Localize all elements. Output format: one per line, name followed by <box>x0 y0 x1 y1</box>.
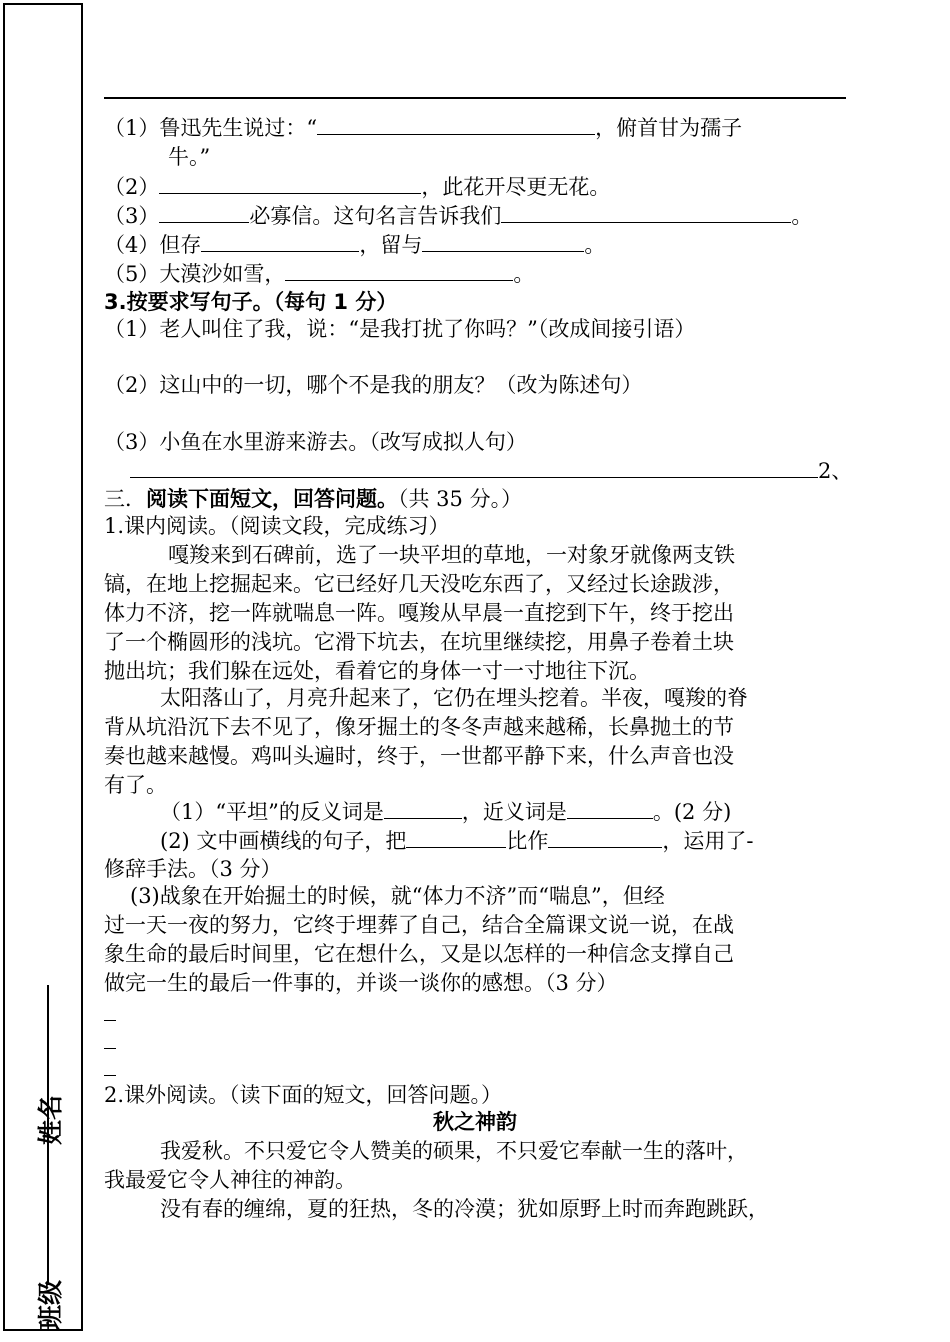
answer-blank[interactable] <box>130 457 818 478</box>
sentence-1: （1）老人叫住了我，说：“是我打扰了你吗？”（改成间接引语） <box>104 317 696 341</box>
fill-q1 <box>104 113 742 143</box>
fill-q4-text-b: ，留与 <box>359 233 423 257</box>
question-3-line: 象生命的最后时间里，它在想什么，又是以怎样的一种信念支撑自己 <box>104 942 734 966</box>
fill-q5 <box>104 259 534 289</box>
passage-line: 嘎羧来到石碑前，选了一块平坦的草地，一对象牙就像两支铁 <box>168 543 735 567</box>
passage-line: 镐，在地上挖掘起来。它已经好几天没吃东西了，又经过长途跋涉， <box>104 572 734 596</box>
sentences-heading: 3.按要求写句子。（每句 1 分） <box>104 290 398 314</box>
passage-line: 我最爱它令人神往的神韵。 <box>104 1168 356 1192</box>
name-blank <box>47 985 49 1090</box>
question-1-text-a: （1）“平坦”的反义词是 <box>160 800 384 824</box>
answer-dash[interactable] <box>104 1075 116 1076</box>
answer-blank[interactable] <box>159 202 249 223</box>
passage-line: 抛出坑；我们躲在远处，看着它的身体一寸一寸地往下沉。 <box>104 659 650 683</box>
question-2-text-c: ，运用了- <box>662 829 754 853</box>
fill-q2 <box>104 172 610 202</box>
passage-title: 秋之神韵 <box>433 1110 517 1134</box>
fill-q2-text-b: ，此花开尽更无花。 <box>421 175 611 199</box>
fill-q5-text-b: 。 <box>513 262 535 286</box>
fill-q4-text-a: （4）但存 <box>104 233 202 257</box>
answer-blank[interactable] <box>567 798 653 819</box>
passage-line: 背从坑沿沉下去不见了，像牙掘土的冬冬声越来越稀，长鼻抛土的节 <box>104 715 734 739</box>
fill-q3-text-c: 。 <box>791 204 813 228</box>
class-label: 班级 <box>36 1279 65 1330</box>
passage-line: 我爱秋。不只爱它令人赞美的硕果，不只爱它奉献一生的落叶， <box>160 1139 748 1163</box>
fill-q2-text-a: （2） <box>104 175 160 199</box>
part-2-heading: 2.课外阅读。（读下面的短文，回答问题。） <box>104 1083 503 1107</box>
sentence-3-answer-line <box>130 456 852 486</box>
name-label: 姓名 <box>36 1094 65 1145</box>
fill-q1-text-a: （1）鲁迅先生说过：“ <box>104 116 318 140</box>
question-2-cont: 修辞手法。（3 分） <box>104 857 282 881</box>
fill-q3 <box>104 201 812 231</box>
answer-dash[interactable] <box>104 1020 116 1021</box>
question-2 <box>160 826 754 856</box>
section-number: 三． <box>104 487 146 511</box>
sentence-3: （3）小鱼在水里游来游去。（改写成拟人句） <box>104 430 527 454</box>
sentence-3-tail: 2、 <box>818 459 853 483</box>
answer-blank[interactable] <box>159 173 421 194</box>
passage-line: 奏也越来越慢。鸡叫头遍时，终于，一世都平静下来，什么声音也没 <box>104 744 734 768</box>
header-rule <box>104 97 846 99</box>
fill-q5-text-a: （5）大漠沙如雪， <box>104 262 286 286</box>
answer-blank[interactable] <box>384 798 462 819</box>
answer-blank[interactable] <box>422 231 584 252</box>
answer-blank[interactable] <box>285 260 513 281</box>
question-2-text-b: 比作 <box>506 829 549 853</box>
question-1-text-c: 。(2 分) <box>652 800 732 824</box>
question-3-line: 做完一生的最后一件事的，并谈一谈你的感想。（3 分） <box>104 971 618 995</box>
answer-blank[interactable] <box>406 827 506 848</box>
answer-blank[interactable] <box>548 827 662 848</box>
question-1 <box>160 797 731 827</box>
fill-q4-text-c: 。 <box>584 233 606 257</box>
question-3-line: (3)战象在开始掘土的时候，就“体力不济”而“喘息”，但经 <box>130 884 665 908</box>
sentence-2: （2）这山中的一切，哪个不是我的朋友？（改为陈述句） <box>104 373 643 397</box>
passage-line: 有了。 <box>104 773 167 797</box>
part-1-heading: 1.课内阅读。（阅读文段，完成练习） <box>104 514 450 538</box>
question-1-text-b: ，近义词是 <box>461 800 567 824</box>
passage-line: 太阳落山了，月亮升起来了，它仍在埋头挖着。半夜，嘎羧的脊 <box>160 686 748 710</box>
fill-q1-cont: 牛。” <box>168 145 211 169</box>
passage-line: 没有春的缠绵，夏的狂热，冬的冷漠；犹如原野上时而奔跑跳跃， <box>160 1197 769 1221</box>
answer-blank[interactable] <box>501 202 791 223</box>
answer-blank[interactable] <box>201 231 359 252</box>
passage-line: 了一个椭圆形的浅坑。它滑下坑去，在坑里继续挖，用鼻子卷着土块 <box>104 630 734 654</box>
fill-q1-text-b: ，俯首甘为孺子 <box>595 116 743 140</box>
answer-blank[interactable] <box>317 114 595 135</box>
question-2-text-a: (2) 文中画横线的句子，把 <box>160 829 407 853</box>
question-3-line: 过一天一夜的努力，它终于埋葬了自己，结合全篇课文说一说，在战 <box>104 913 734 937</box>
answer-dash[interactable] <box>104 1048 116 1049</box>
fill-q3-text-b: 必寡信。这句名言告诉我们 <box>249 204 502 228</box>
passage-line: 体力不济，挖一阵就喘息一阵。嘎羧从早晨一直挖到下午，终于挖出 <box>104 601 734 625</box>
section-title: 阅读下面短文，回答问题。 <box>146 487 398 511</box>
section-score: （共 35 分。） <box>398 487 523 511</box>
fill-q4 <box>104 230 605 260</box>
section-heading <box>104 484 522 514</box>
class-blank <box>47 1060 49 1285</box>
fill-q3-text-a: （3） <box>104 204 160 228</box>
